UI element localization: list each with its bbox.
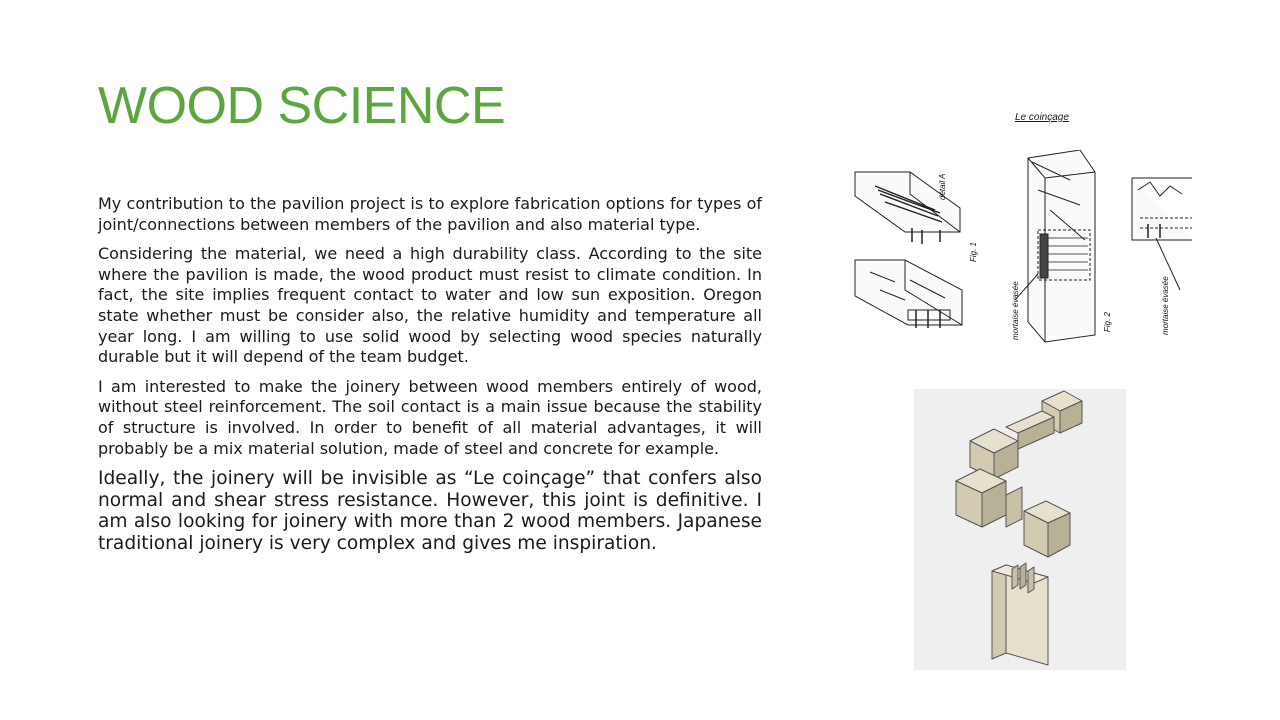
figure-caption: Le coinçage [1015, 112, 1069, 123]
japanese-joint-illustration [914, 389, 1126, 670]
paragraph-material: Considering the material, we need a high durability class. According to the site where the pavilion is made, the wood product must resist to climate condition. In fact, the site implies frequent contact to water and low sun exposition. Oregon state whether must be consider also, the relative humidity and temperature all year long. I am willing to use solid wood by selecting wood species naturally durable but it will depend of the team budget. [98, 244, 762, 367]
label-fig-2: Fig. 2 [1103, 311, 1112, 332]
paragraph-contribution: My contribution to the pavilion project is to explore fabrication options for types of joint/connections between members of the pavilion and also material type. [98, 194, 762, 234]
coincage-drawing [850, 150, 1192, 345]
label-mortaise-1: mortaise évasée [1011, 281, 1020, 340]
label-fig-1: Fig. 1 [969, 241, 978, 262]
label-mortaise-2: mortaise évasée [1161, 276, 1170, 335]
body-text [98, 194, 762, 563]
slide-title: WOOD SCIENCE [98, 77, 506, 135]
paragraph-coincage: Ideally, the joinery will be invisible as “Le coinçage” that confers also normal and shear stress resistance. However, this joint is definitive. I am also looking for joinery with more than 2 wood members. Japanese traditional joinery is very complex and gives me inspiration. [98, 468, 762, 554]
paragraph-joinery: I am interested to make the joinery between wood members entirely of wood, without steel reinforcement. The soil contact is a main issue because the stability of structure is involved. In order to benefit of all material advantages, it will probably be a mix material solution, made of steel and concrete for example. [98, 376, 762, 458]
label-detail-a: détail A [938, 173, 947, 200]
